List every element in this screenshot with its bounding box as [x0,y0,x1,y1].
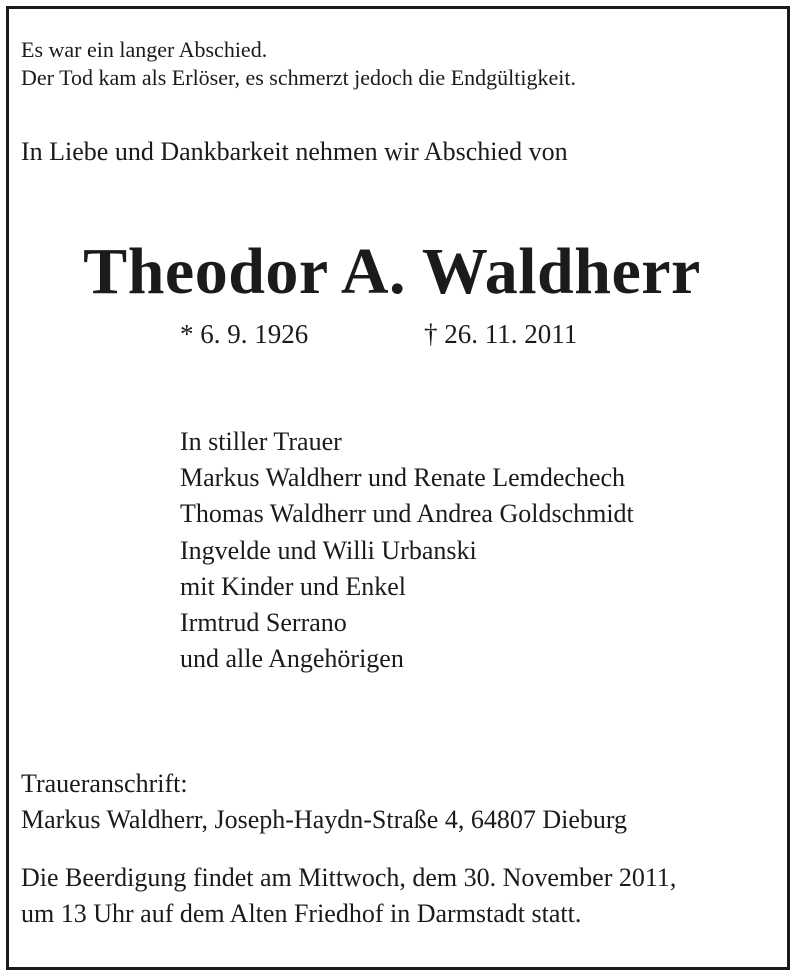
death-date: † 26. 11. 2011 [424,319,578,349]
address-value: Markus Waldherr, Joseph-Haydn-Straße 4, 64807 Dieburg [21,805,628,834]
motto-line: Der Tod kam als Erlöser, es schmerzt jedoch die Endgültigkeit. [21,65,576,90]
address-label: Traueranschrift: [21,769,188,798]
mourner-line: Thomas Waldherr und Andrea Goldschmidt [180,499,634,529]
funeral-notice [21,860,676,932]
mourner-line: und alle Angehörigen [180,644,404,674]
mourner-line: mit Kinder und Enkel [180,571,407,601]
mourners-heading: In stiller Trauer [180,427,342,456]
mourning-address [21,766,627,838]
mourner-line: Irmtrud Serrano [180,608,347,638]
mourner-line: Markus Waldherr und Renate Lemdechech [180,463,626,493]
funeral-line: Die Beerdigung findet am Mittwoch, dem 30. November 2011, [21,863,677,892]
birth-date: * 6. 9. 1926 [180,319,309,349]
mourner-line: Ingvelde und Willi Urbanski [180,535,477,565]
deceased-name: Theodor A. Waldherr [83,235,701,308]
motto [21,36,576,92]
intro-text: In Liebe und Dankbarkeit nehmen wir Abschied von [21,137,568,166]
mourners-list [180,424,634,677]
motto-line: Es war ein langer Abschied. [21,37,268,62]
funeral-line: um 13 Uhr auf dem Alten Friedhof in Darmstadt statt. [21,899,582,928]
